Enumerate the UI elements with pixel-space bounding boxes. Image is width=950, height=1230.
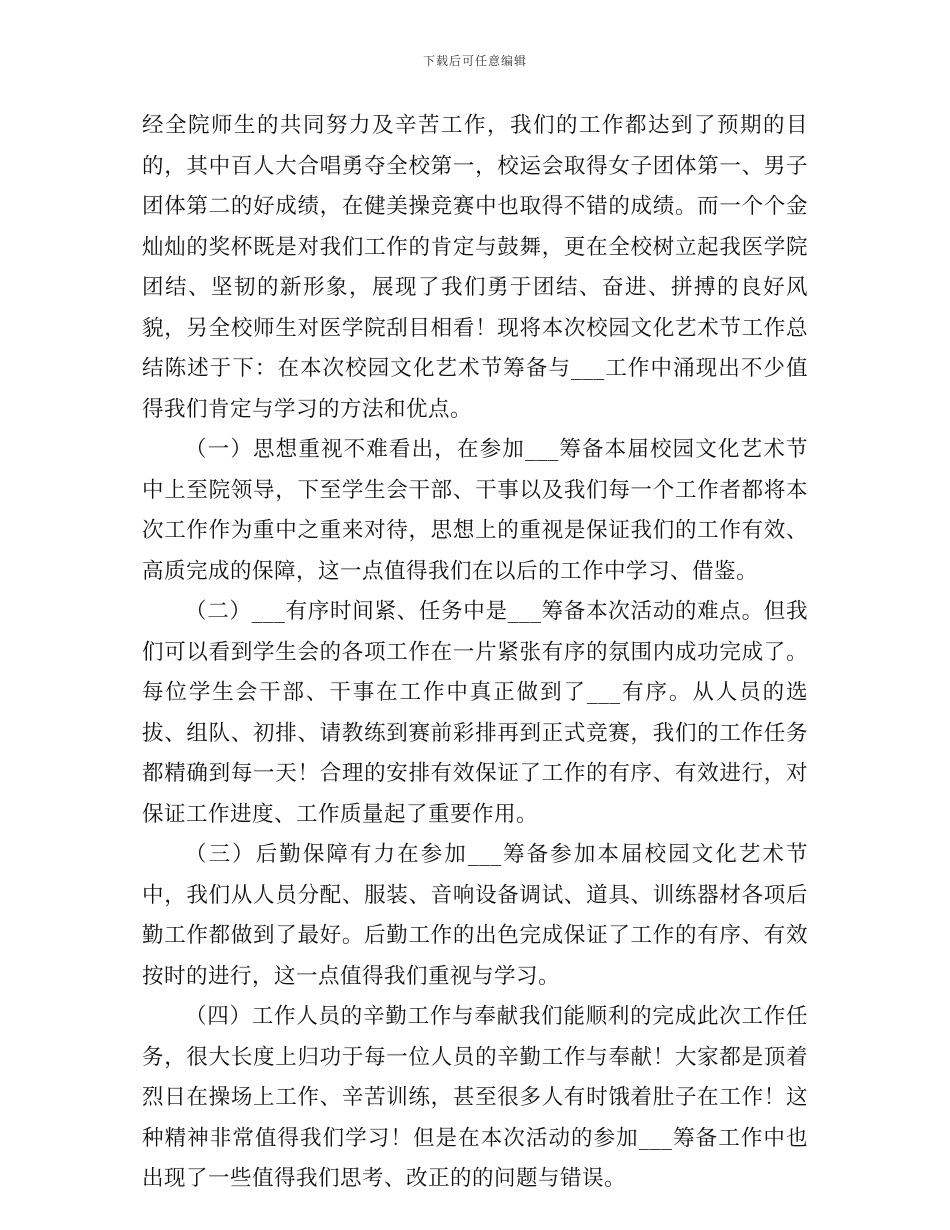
paragraph-section-1: （一）思想重视不难看出，在参加___筹备本届校园文化艺术节中上至院领导，下至学生会干部、干事以及我们每一个工作者都将本次工作作为重中之重来对待，思想上的重视是保证我们的工作有效、高质完成的保障，这一点值得我们在以后的工作中学习、借鉴。 [142, 437, 808, 584]
paragraph-section-4: （四）工作人员的辛勤工作与奉献我们能顺利的完成此次工作任务，很大长度上归功于每一位人员的辛勤工作与奉献！大家都是顶着烈日在操场上工作、辛苦训练，甚至很多人有时饿着肚子在工作！这种精神非常值得我们学习！但是在本次活动的参加___筹备工作中也出现了一些值得我们思考、改正的的问题与错误。 [142, 1004, 808, 1191]
page-header: 下载后可任意编辑 [422, 54, 527, 68]
document-body [142, 106, 808, 1200]
paragraph-intro: 经全院师生的共同努力及辛苦工作，我们的工作都达到了预期的目的，其中百人大合唱勇夺全校第一，校运会取得女子团体第一、男子团体第二的好成绩，在健美操竞赛中也取得不错的成绩。而一个个金灿灿的奖杯既是对我们工作的肯定与鼓舞，更在全校树立起我医学院团结、坚韧的新形象，展现了我们勇于团结、奋进、拼搏的良好风貌，另全校师生对医学院刮目相看！现将本次校园文化艺术节工作总结陈述于下：在本次校园文化艺术节筹备与___工作中涌现出不少值得我们肯定与学习的方法和优点。 [142, 113, 808, 422]
paragraph-section-2: （二）___有序时间紧、任务中是___筹备本次活动的难点。但我们可以看到学生会的各项工作在一片紧张有序的氛围内成功完成了。每位学生会干部、干事在工作中真正做到了___有序。从人员的选拔、组队、初排、请教练到赛前彩排再到正式竞赛，我们的工作任务都精确到每一天！合理的安排有效保证了工作的有序、有效进行，对保证工作进度、工作质量起了重要作用。 [142, 599, 808, 827]
paragraph-section-3: （三）后勤保障有力在参加___筹备参加本届校园文化艺术节中，我们从人员分配、服装、音响设备调试、道具、训练器材各项后勤工作都做到了最好。后勤工作的出色完成保证了工作的有序、有效按时的进行，这一点值得我们重视与学习。 [142, 842, 808, 989]
